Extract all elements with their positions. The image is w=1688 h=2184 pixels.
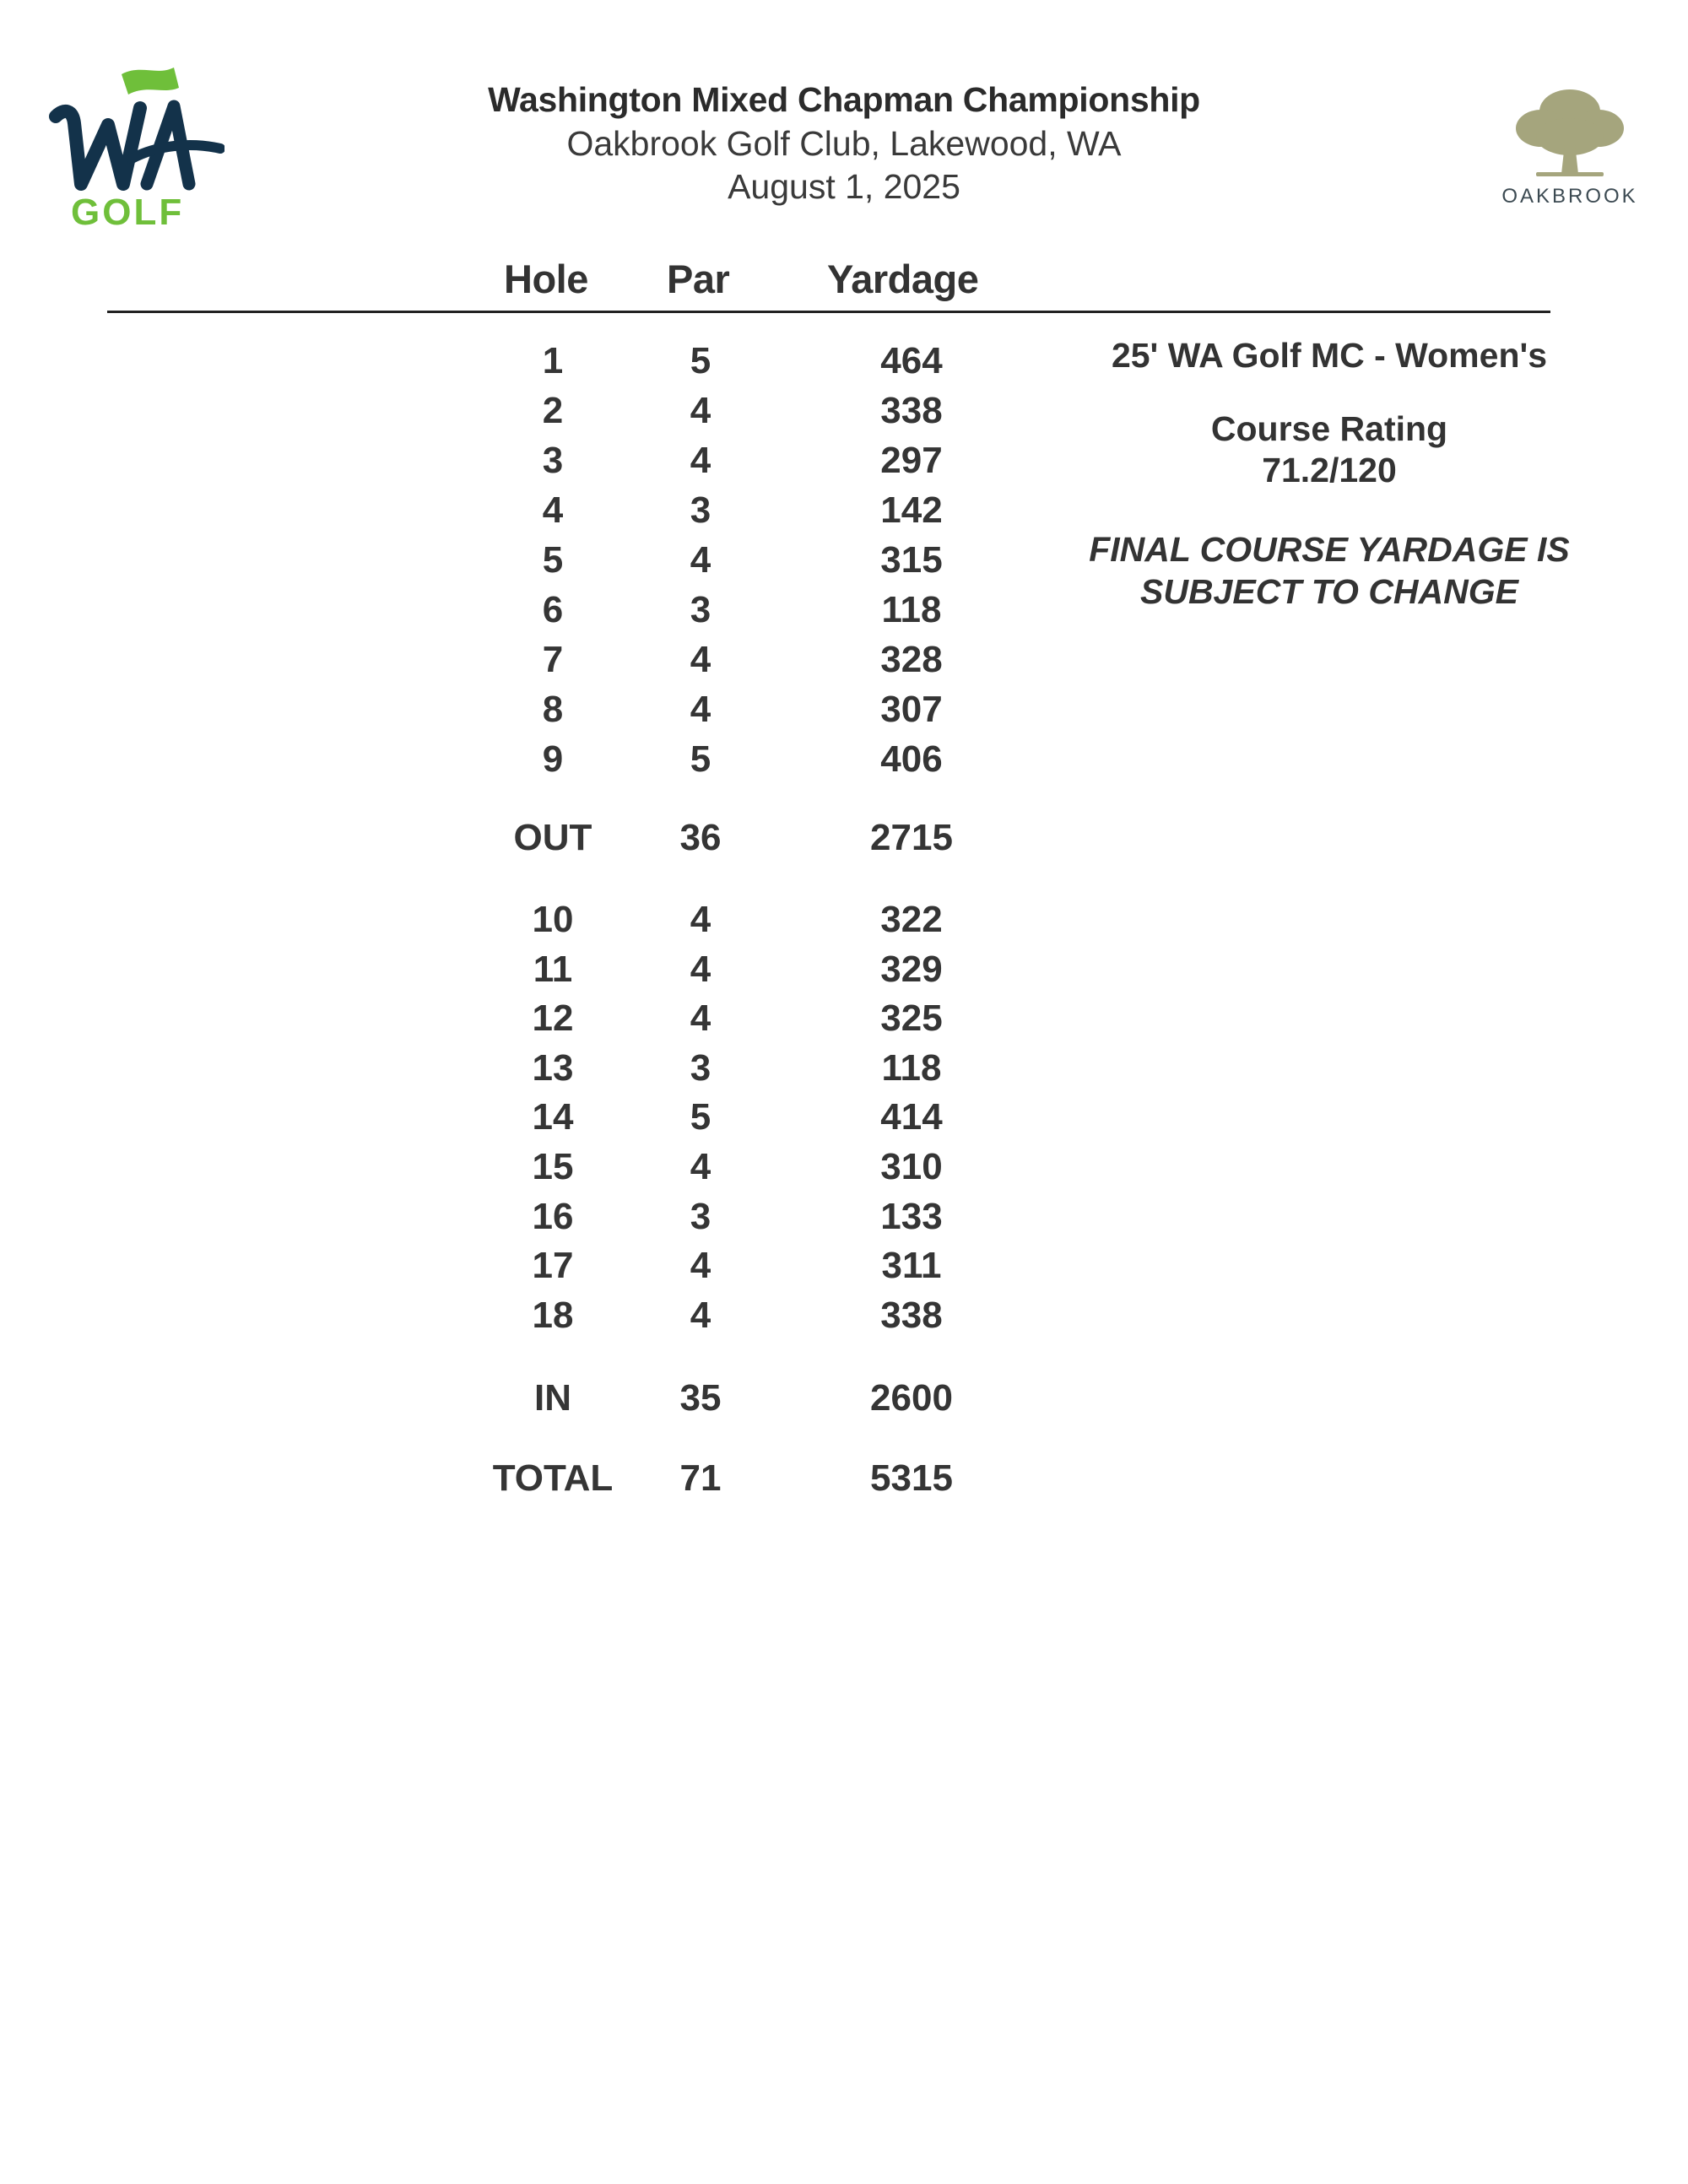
- cell-par: 3: [690, 489, 711, 531]
- header-rule: [107, 311, 1550, 313]
- cell-yardage: 311: [881, 1245, 942, 1287]
- cell-par: 3: [690, 1046, 711, 1089]
- cell-par: 5: [690, 1096, 711, 1138]
- cell-yardage: 414: [880, 1096, 943, 1138]
- oakbrook-text: OAKBROOK: [1501, 185, 1638, 208]
- cell-hole: 6: [542, 589, 564, 630]
- cell-hole: 18: [532, 1294, 574, 1336]
- cell-yardage: 118: [881, 589, 942, 630]
- cell-yardage: 315: [880, 539, 943, 581]
- cell-par: 4: [690, 899, 711, 940]
- cell-hole: 2: [542, 390, 564, 431]
- tee-name: 25' WA Golf MC - Women's: [1111, 336, 1548, 375]
- cell-par: 5: [690, 340, 711, 381]
- cell-par: 4: [690, 1245, 711, 1287]
- rating-label: Course Rating: [1210, 409, 1448, 448]
- cell-par: 5: [690, 738, 711, 780]
- col-header-par: Par: [667, 257, 730, 301]
- cell-par: 4: [690, 689, 711, 730]
- cell-par: 4: [690, 1294, 711, 1336]
- venue-subtitle: Oakbrook Golf Club, Lakewood, WA: [566, 124, 1122, 163]
- col-header-yardage: Yardage: [827, 257, 979, 301]
- cell-par: 35: [679, 1377, 722, 1419]
- cell-hole: 16: [532, 1195, 574, 1237]
- col-header-hole: Hole: [504, 257, 588, 301]
- cell-yardage: 142: [880, 489, 943, 531]
- cell-yardage: 307: [880, 689, 943, 730]
- cell-par: 3: [690, 589, 711, 630]
- cell-hole: 9: [542, 738, 564, 780]
- cell-yardage: 464: [880, 340, 943, 381]
- cell-hole: 4: [542, 489, 564, 531]
- cell-par: 4: [690, 997, 711, 1040]
- cell-yardage: 322: [880, 899, 943, 940]
- cell-yardage: 118: [881, 1046, 942, 1089]
- cell-yardage: 5315: [870, 1457, 953, 1499]
- rating-value: 71.2/120: [1262, 451, 1397, 489]
- cell-yardage: 133: [880, 1195, 943, 1237]
- cell-par: 4: [690, 639, 711, 680]
- cell-yardage: 2600: [870, 1377, 953, 1419]
- event-date: August 1, 2025: [728, 167, 960, 206]
- cell-par: 3: [690, 1195, 711, 1237]
- cell-par: 4: [690, 539, 711, 581]
- cell-hole: 1: [542, 340, 564, 381]
- cell-hole: 10: [532, 899, 574, 940]
- cell-yardage: 325: [880, 997, 943, 1040]
- cell-hole: 14: [532, 1096, 574, 1138]
- cell-yardage: 338: [880, 1294, 943, 1336]
- wa-golf-text: GOLF: [71, 192, 185, 230]
- cell-yardage: 310: [880, 1146, 943, 1187]
- cell-hole: 17: [532, 1245, 574, 1287]
- cell-hole: 11: [533, 948, 573, 990]
- cell-par: 4: [690, 440, 711, 481]
- cell-yardage: 329: [880, 948, 943, 990]
- page-title: Washington Mixed Chapman Championship: [488, 80, 1200, 119]
- cell-yardage: 338: [880, 390, 943, 431]
- cell-hole: 3: [542, 440, 564, 481]
- cell-hole: OUT: [513, 817, 592, 858]
- cell-yardage: 406: [880, 738, 943, 780]
- cell-hole: 15: [532, 1146, 574, 1187]
- cell-hole: 7: [542, 639, 564, 680]
- cell-par: 36: [679, 817, 722, 858]
- cell-par: 71: [679, 1457, 722, 1499]
- cell-hole: 13: [532, 1046, 574, 1089]
- cell-par: 4: [690, 948, 711, 990]
- cell-yardage: 2715: [870, 817, 953, 858]
- cell-hole: 12: [532, 997, 574, 1040]
- notice-line-1: FINAL COURSE YARDAGE IS: [1089, 530, 1570, 569]
- cell-yardage: 297: [880, 440, 943, 481]
- cell-hole: 5: [542, 539, 564, 581]
- cell-par: 4: [690, 1146, 711, 1187]
- cell-par: 4: [690, 390, 711, 431]
- cell-hole: TOTAL: [492, 1457, 614, 1499]
- notice-line-2: SUBJECT TO CHANGE: [1139, 572, 1519, 611]
- cell-hole: IN: [534, 1377, 571, 1419]
- cell-yardage: 328: [880, 639, 943, 680]
- cell-hole: 8: [542, 689, 564, 730]
